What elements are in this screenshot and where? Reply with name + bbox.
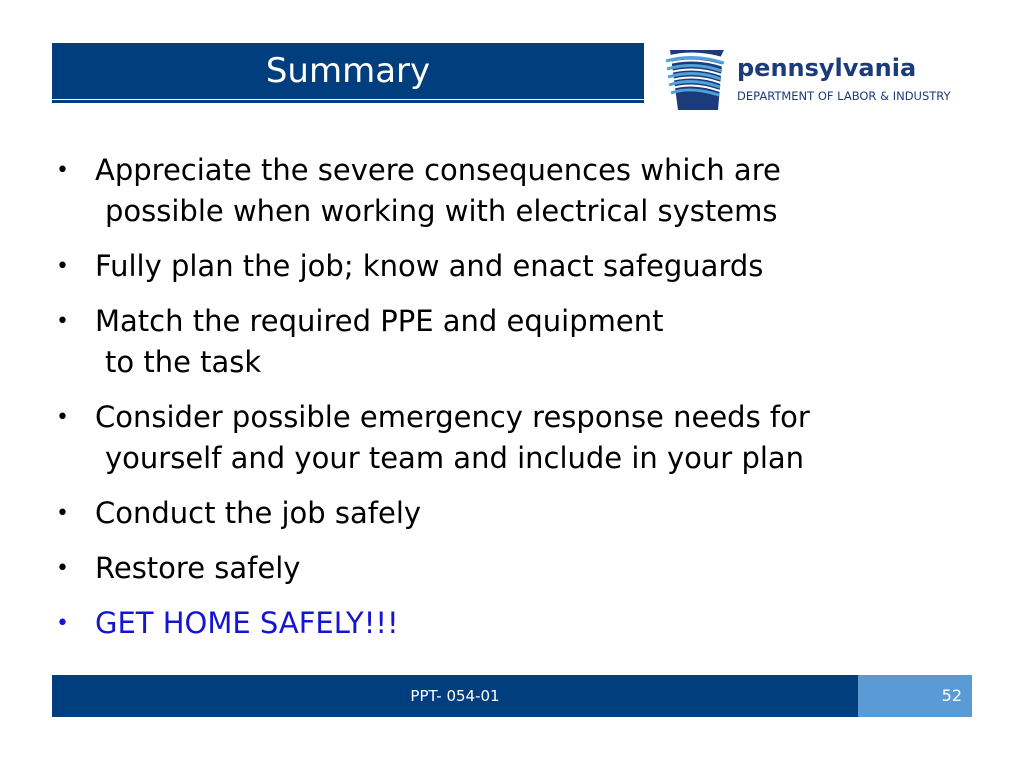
bullet-text-line: Consider possible emergency response needs for xyxy=(95,400,810,434)
page-number: 52 xyxy=(941,686,962,705)
bullet-text-line: yourself and your team and include in your plan xyxy=(105,441,805,475)
logo-wordmark: pennsylvania xyxy=(737,54,917,82)
bullet-item xyxy=(56,603,976,644)
bullet-text-line: possible when working with electrical systems xyxy=(105,194,778,228)
bullet-item xyxy=(56,246,976,287)
bullet-text-line: Match the required PPE and equipment xyxy=(95,304,664,338)
pa-labor-logo xyxy=(664,44,984,114)
bullet-item xyxy=(56,493,976,534)
bullet-text-line: Restore safely xyxy=(95,551,301,585)
bullet-text-line: to the task xyxy=(105,345,262,379)
keystone-logo-icon xyxy=(664,44,730,114)
bullet-dot-icon: • xyxy=(56,556,69,581)
bullet-dot-icon: • xyxy=(56,309,69,334)
bullet-dot-icon: • xyxy=(56,501,69,526)
title-underline xyxy=(52,100,644,103)
bullet-list xyxy=(56,150,976,658)
bullet-item xyxy=(56,301,976,383)
slide-title: Summary xyxy=(265,51,431,91)
bullet-item xyxy=(56,548,976,589)
bullet-text-line: Fully plan the job; know and enact safeguards xyxy=(95,249,764,283)
bullet-item xyxy=(56,397,976,479)
bullet-dot-icon: • xyxy=(56,405,69,430)
bullet-text-line: Conduct the job safely xyxy=(95,496,422,530)
bullet-dot-icon: • xyxy=(56,611,69,636)
bullet-item xyxy=(56,150,976,232)
logo-department: DEPARTMENT OF LABOR & INDUSTRY xyxy=(737,89,951,103)
bullet-dot-icon: • xyxy=(56,158,69,183)
bullet-text-line: GET HOME SAFELY!!! xyxy=(95,606,399,640)
footer-code: PPT- 054-01 xyxy=(410,687,500,705)
bullet-dot-icon: • xyxy=(56,254,69,279)
bullet-text-line: Appreciate the severe consequences which are xyxy=(95,153,781,187)
